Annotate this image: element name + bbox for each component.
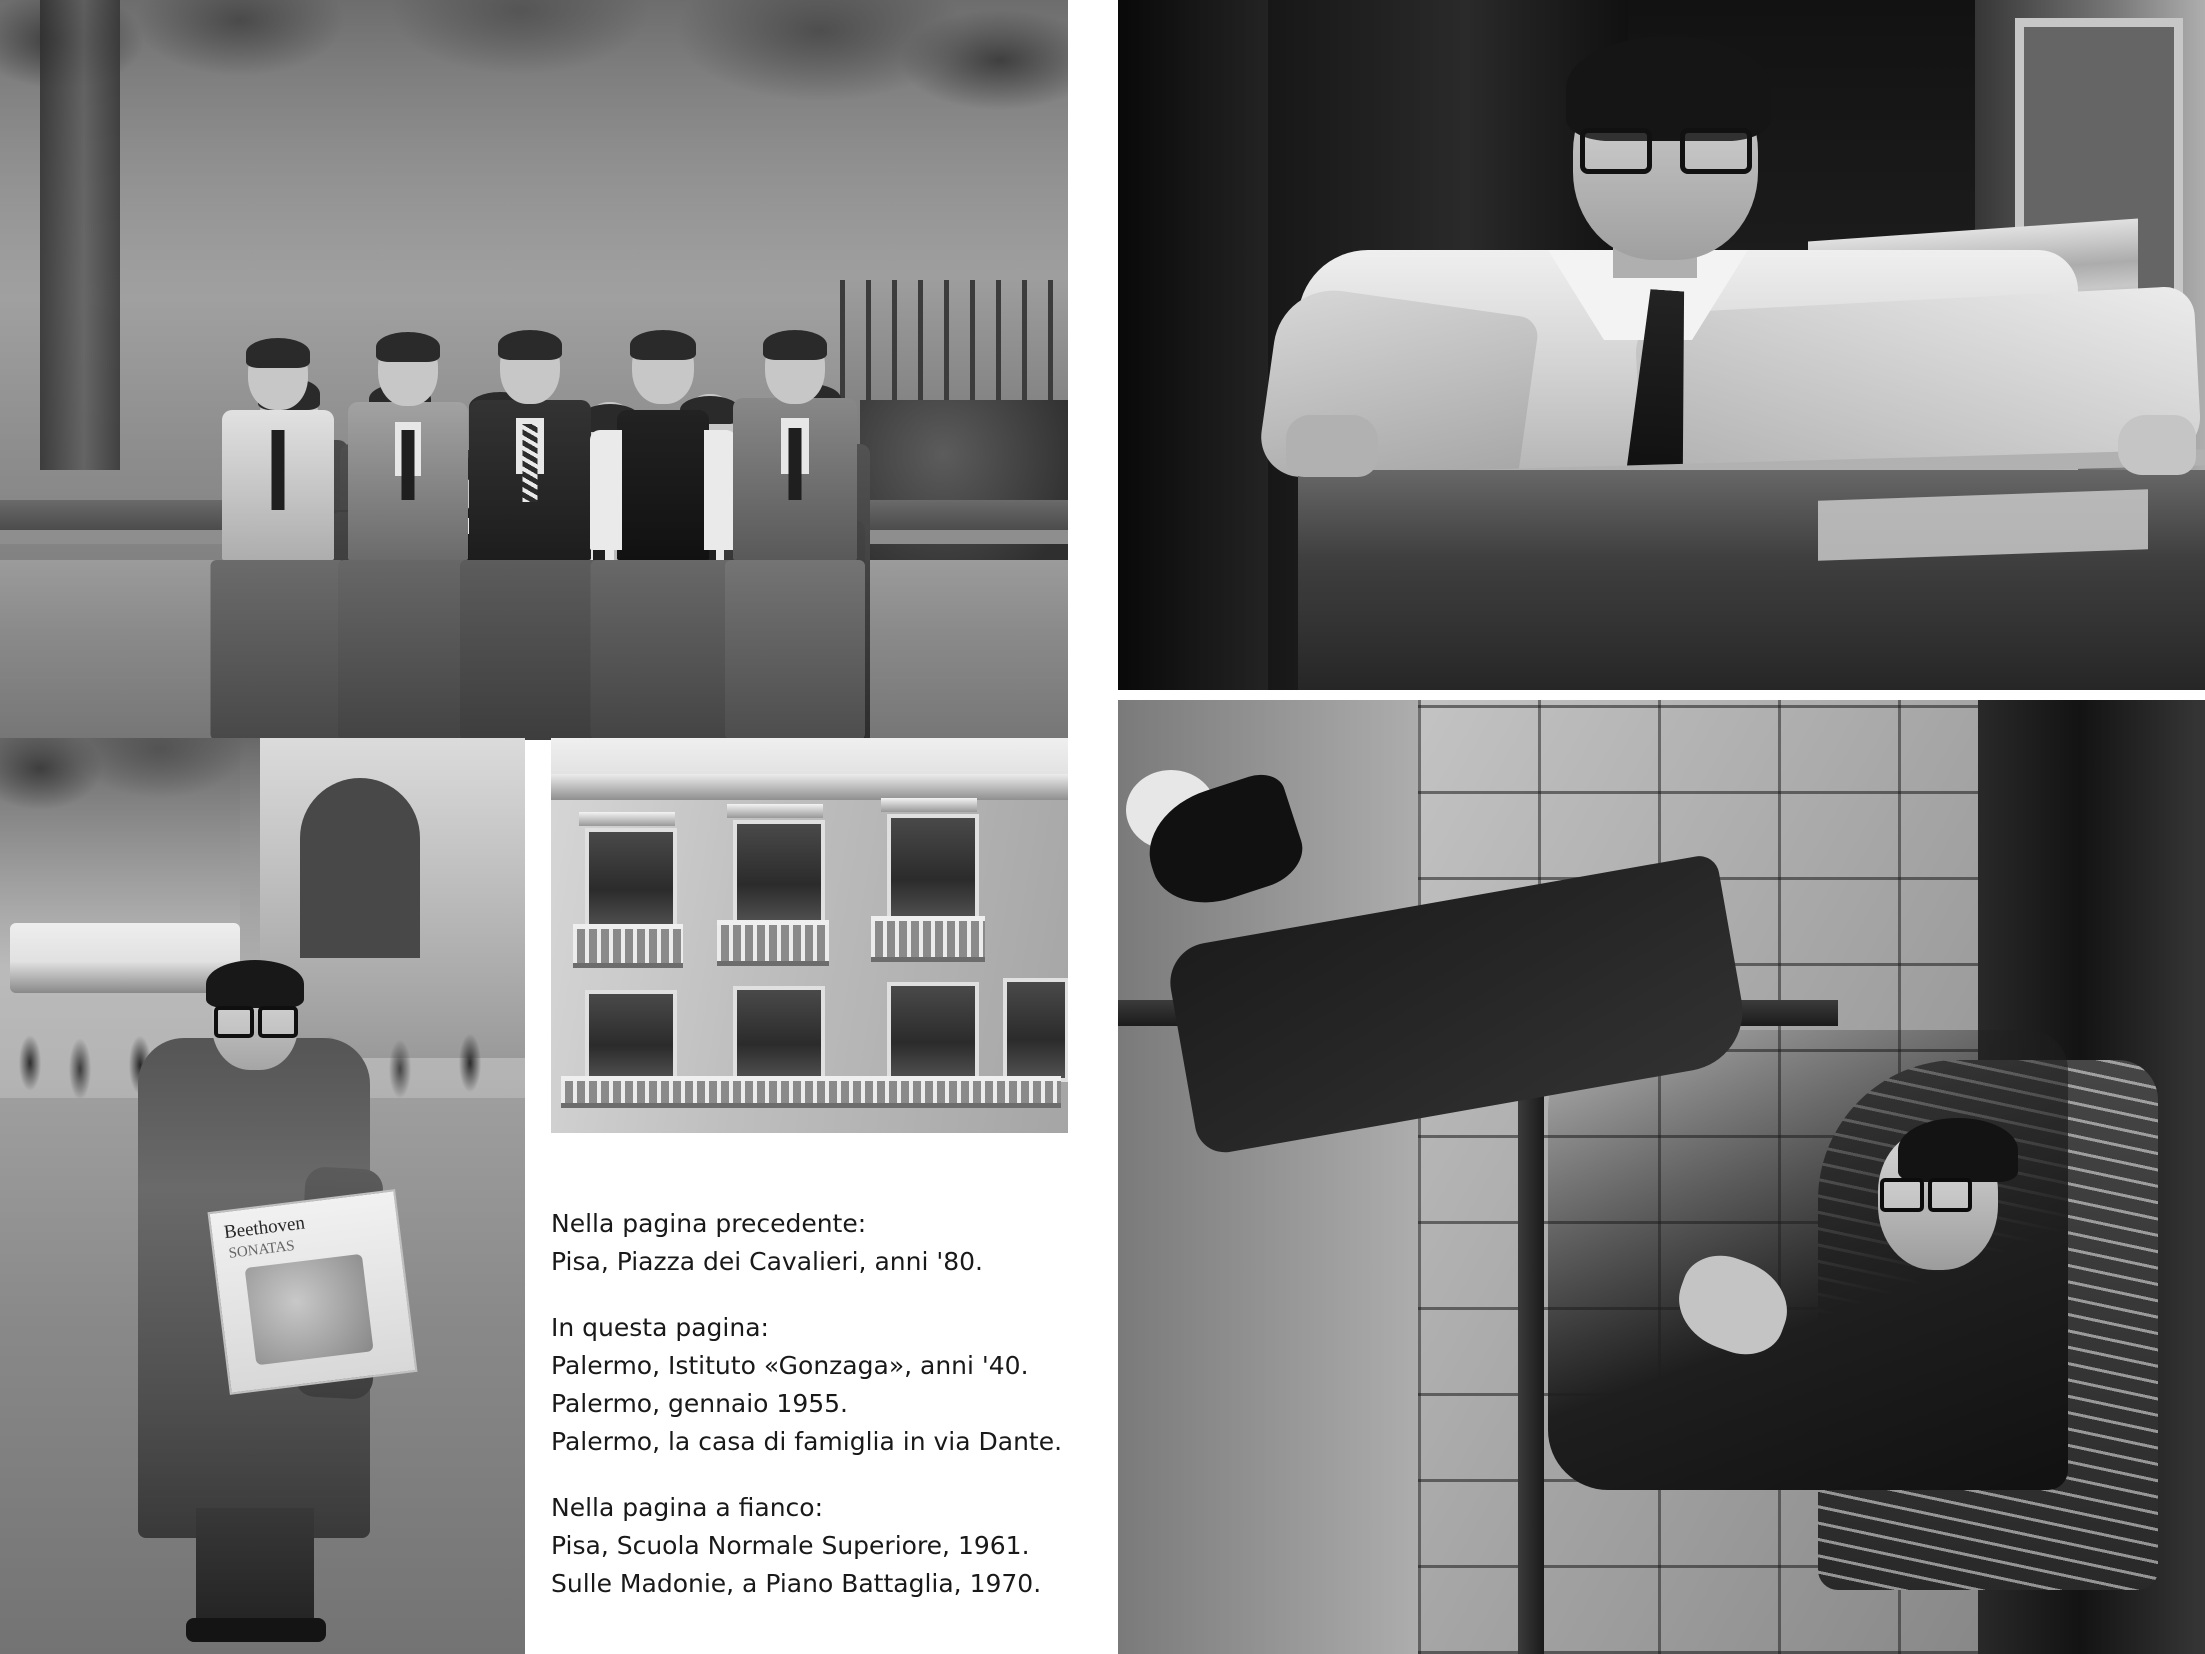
tie — [402, 430, 415, 500]
photo-young-man-at-desk — [1118, 0, 2205, 690]
window — [1003, 978, 1068, 1082]
window — [585, 990, 677, 1084]
balcony — [717, 920, 829, 966]
caption-line: Palermo, gennaio 1955. — [551, 1389, 848, 1418]
tie — [789, 428, 802, 500]
record-title: Beethoven — [222, 1212, 307, 1244]
trousers — [338, 560, 478, 740]
caption-line: Nella pagina precedente: — [551, 1209, 867, 1238]
caption-line: Nella pagina a fianco: — [551, 1493, 823, 1522]
window — [733, 986, 825, 1084]
photo-man-reclining — [1118, 700, 2205, 1654]
student-figure-seated — [338, 190, 478, 660]
caption-line: In questa pagina: — [551, 1313, 769, 1342]
papers-on-desk — [1818, 489, 2148, 561]
hair — [1566, 36, 1771, 141]
eyeglass-lens-left — [214, 1006, 254, 1038]
caption-line: Palermo, Istituto «Gonzaga», anni '40. — [551, 1351, 1029, 1380]
record-subtitle: SONATAS — [227, 1237, 296, 1262]
archway — [300, 778, 420, 958]
hair — [498, 330, 562, 360]
shoes — [186, 1618, 326, 1642]
photo-captions — [551, 1205, 1071, 1603]
photo-palazzo-facade — [551, 738, 1068, 1133]
hair — [763, 330, 827, 360]
shirt-sleeves — [590, 430, 736, 550]
eyeglass-lens-right — [1680, 128, 1752, 174]
caption-group-facing-page — [551, 1489, 1071, 1603]
window-pediment — [881, 798, 977, 812]
trousers — [590, 560, 735, 740]
student-figure-seated — [460, 190, 600, 660]
hair — [376, 332, 440, 362]
hair — [246, 338, 310, 368]
window — [733, 820, 825, 928]
door-frame — [1118, 0, 1268, 690]
legs — [196, 1508, 314, 1628]
hair — [1898, 1118, 2018, 1182]
caption-group-previous-page — [551, 1205, 1071, 1281]
photo-man-with-record-street — [0, 738, 525, 1654]
student-figure-seated — [210, 190, 345, 660]
window — [887, 982, 979, 1084]
balcony — [871, 916, 985, 962]
tie — [271, 430, 284, 510]
left-hand — [1286, 415, 1378, 477]
window-pediment — [727, 804, 823, 818]
eyeglass-lens-left — [1580, 128, 1652, 174]
trousers — [725, 560, 865, 740]
student-figure-seated — [590, 190, 735, 660]
eyeglasses — [1580, 128, 1752, 164]
caption-line: Palermo, la casa di famiglia in via Dante. — [551, 1427, 1063, 1456]
hair — [206, 960, 304, 1008]
trousers — [460, 560, 600, 740]
eyeglass-lens-right — [258, 1006, 298, 1038]
balcony — [561, 1076, 1061, 1108]
student-figure-seated — [725, 190, 865, 660]
trousers — [210, 560, 345, 740]
balcony — [573, 924, 683, 968]
photo-class-group-portrait — [0, 0, 1068, 740]
eyeglasses — [214, 1006, 298, 1030]
eyeglass-lens-right — [1928, 1178, 1972, 1212]
tie-striped — [523, 424, 538, 502]
roof-cornice — [551, 774, 1068, 800]
record-cover-art — [245, 1254, 374, 1366]
caption-line: Sulle Madonie, a Piano Battaglia, 1970. — [551, 1569, 1042, 1598]
eyeglass-lens-left — [1880, 1178, 1924, 1212]
caption-line: Pisa, Piazza dei Cavalieri, anni '80. — [551, 1247, 983, 1276]
record-sleeve — [207, 1189, 417, 1395]
overcoat — [1548, 1030, 2068, 1490]
window — [887, 814, 979, 924]
eyeglasses — [1880, 1178, 1972, 1204]
hair — [630, 330, 696, 360]
caption-group-this-page — [551, 1309, 1071, 1461]
window — [585, 828, 677, 932]
caption-line: Pisa, Scuola Normale Superiore, 1961. — [551, 1531, 1030, 1560]
tree-trunk — [40, 0, 120, 470]
hedge — [860, 400, 1068, 580]
right-hand — [2118, 415, 2196, 475]
window-pediment — [579, 812, 675, 826]
